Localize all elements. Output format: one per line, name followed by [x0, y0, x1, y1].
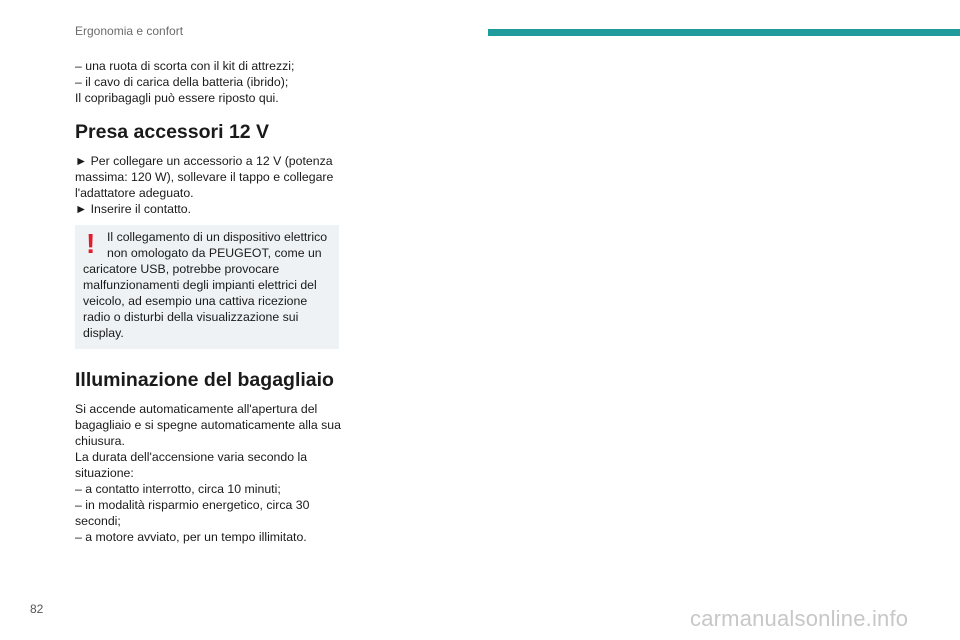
warning-line: caricatore USB, potrebbe provocare — [83, 262, 280, 276]
warning-line: display. — [83, 326, 124, 340]
body-line: La durata dell'accensione varia secondo la — [75, 450, 308, 464]
exclamation-icon: ! — [86, 228, 96, 259]
body-line: ► Inserire il contatto. — [75, 202, 192, 216]
page-number: 82 — [30, 602, 44, 616]
body-line: situazione: — [75, 466, 134, 480]
body-line: bagagliaio e si spegne automaticamente alla sua — [75, 418, 341, 432]
intro-line: Il copribagagli può essere riposto qui. — [75, 91, 279, 105]
header-accent-bar — [488, 29, 960, 36]
body-line: – a contatto interrotto, circa 10 minuti; — [75, 482, 281, 496]
intro-text — [75, 58, 339, 106]
warning-line: non omologato da PEUGEOT, come un — [107, 246, 322, 260]
warning-line: radio o disturbi della visualizzazione sui — [83, 310, 299, 324]
body-line: massima: 120 W), sollevare il tappo e collegare — [75, 170, 334, 184]
content-column — [75, 58, 339, 545]
body-line: chiusura. — [75, 434, 125, 448]
body-line: – in modalità risparmio energetico, circa 30 — [75, 498, 310, 512]
warning-box — [75, 225, 339, 349]
warning-line: veicolo, ad esempio una cattiva ricezione — [83, 294, 308, 308]
body-line: ► Per collegare un accessorio a 12 V (potenza — [75, 154, 333, 168]
section-lighting-body — [75, 401, 339, 545]
intro-line: – il cavo di carica della batteria (ibrido); — [75, 75, 289, 89]
body-line: secondi; — [75, 514, 121, 528]
warning-line: malfunzionamenti degli impianti elettrici del — [83, 278, 317, 292]
section-header: Ergonomia e confort — [75, 24, 184, 38]
section-title-12v: Presa accessori 12 V — [75, 121, 270, 143]
body-line: Si accende automaticamente all'apertura del — [75, 402, 318, 416]
body-line: – a motore avviato, per un tempo illimitato. — [75, 530, 307, 544]
section-title-lighting: Illuminazione del bagagliaio — [75, 369, 334, 391]
body-line: l'adattatore adeguato. — [75, 186, 194, 200]
warning-line: Il collegamento di un dispositivo elettrico — [107, 230, 328, 244]
intro-line: – una ruota di scorta con il kit di attrezzi; — [75, 59, 295, 73]
section-12v-body — [75, 153, 339, 217]
watermark: carmanualsonline.info — [690, 606, 909, 631]
